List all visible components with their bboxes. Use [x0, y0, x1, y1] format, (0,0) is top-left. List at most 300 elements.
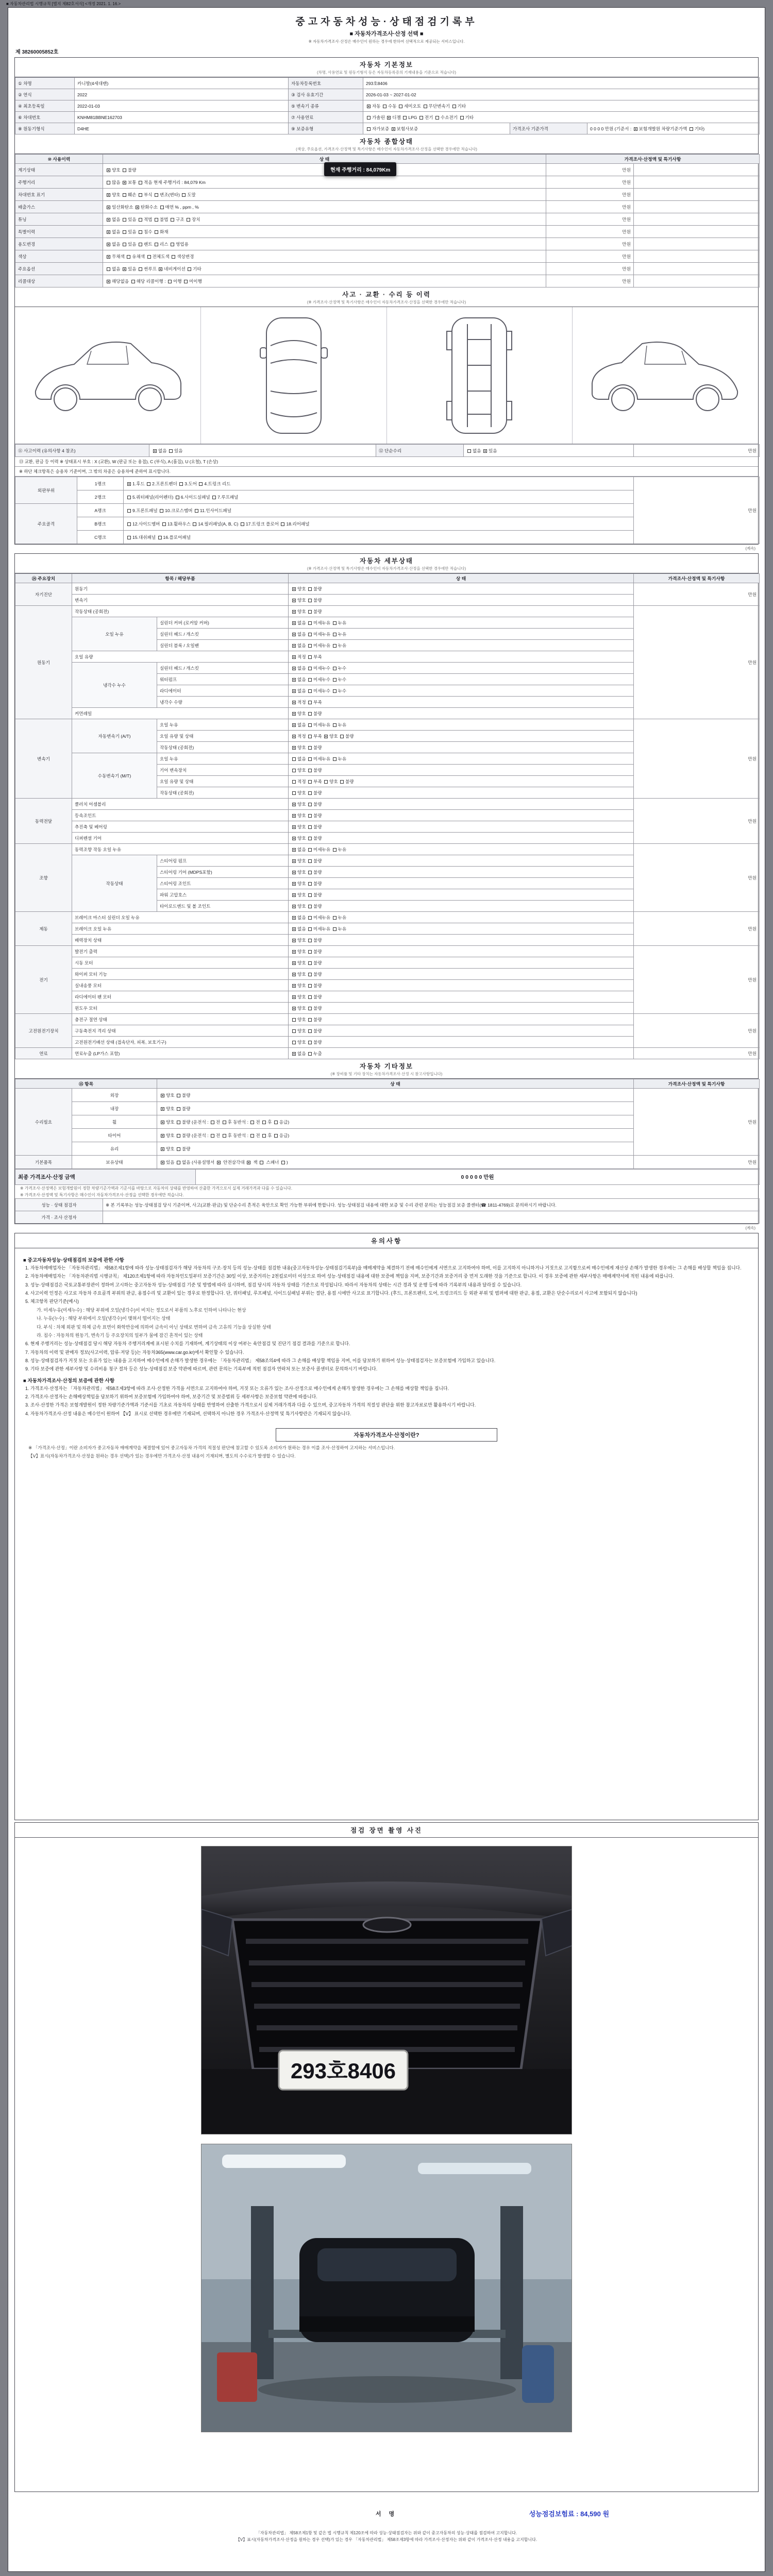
cell: 양호 불량 — [289, 867, 634, 878]
checkbox[interactable] — [308, 689, 312, 693]
checkbox[interactable] — [452, 105, 456, 108]
checkbox[interactable] — [223, 1121, 226, 1124]
column-header: ⑮ 항목 — [15, 1079, 157, 1089]
cell: 5.쿼터패널(리어펜더) 6.사이드실패널 7.루프패널 — [124, 490, 634, 504]
section-title: 자동차 세부상태 — [360, 557, 413, 565]
checkbox[interactable] — [292, 859, 296, 863]
checkbox[interactable] — [161, 1121, 164, 1124]
checkbox[interactable] — [177, 1147, 180, 1151]
checkbox[interactable] — [292, 1041, 296, 1044]
checkbox[interactable] — [123, 267, 126, 271]
checkbox[interactable] — [147, 255, 151, 259]
checkbox[interactable] — [195, 509, 198, 513]
checkbox[interactable] — [308, 1018, 312, 1022]
checkbox[interactable] — [467, 449, 471, 453]
cell: 성능 · 상태 점검자 — [15, 1199, 103, 1211]
column-header: 상 태 — [157, 1079, 634, 1089]
checkbox[interactable] — [308, 769, 312, 772]
checkbox[interactable] — [262, 1134, 266, 1138]
cell: 가격 · 조사 산정자 — [15, 1211, 103, 1224]
car-damage-diagrams — [15, 307, 758, 444]
checkbox[interactable] — [131, 280, 135, 283]
checkbox[interactable] — [292, 712, 296, 716]
checkbox[interactable] — [161, 1147, 164, 1151]
checkbox[interactable] — [155, 193, 158, 197]
checkbox[interactable] — [308, 803, 312, 806]
checkbox[interactable] — [177, 1107, 180, 1111]
checkbox[interactable] — [333, 667, 337, 670]
checkbox[interactable] — [160, 509, 163, 513]
table-row — [15, 946, 760, 957]
checkbox[interactable] — [308, 939, 312, 942]
checkbox[interactable] — [308, 723, 312, 727]
cell — [634, 238, 760, 250]
checkbox[interactable] — [308, 814, 312, 818]
cell: 냉각수 누수 — [72, 663, 157, 708]
checkbox[interactable] — [308, 610, 312, 614]
notice-item: 나. 누유(누수) : 해당 부위에서 오일(냉각수)이 맺혀서 떨어지는 상태 — [37, 1316, 171, 1321]
cell: 유리 — [72, 1142, 157, 1156]
checkbox[interactable] — [292, 769, 296, 772]
checkbox[interactable] — [399, 105, 402, 108]
checkbox[interactable] — [308, 1007, 312, 1010]
checkbox[interactable] — [161, 1134, 164, 1138]
checkbox[interactable] — [308, 1041, 312, 1044]
checkbox[interactable] — [308, 712, 312, 716]
checkbox[interactable] — [292, 984, 296, 988]
checkbox[interactable] — [127, 509, 131, 513]
cell: 오일 유량 및 상태 — [157, 776, 289, 787]
checkbox[interactable] — [333, 633, 337, 636]
section-caption: (차명, 사용연료 및 원동기형식 등은 자동차등록증의 기재내용을 기준으로 적습니다) — [316, 70, 457, 75]
checkbox[interactable] — [333, 757, 337, 761]
checkbox[interactable] — [292, 746, 296, 750]
checkbox[interactable] — [308, 995, 312, 999]
signature-area[interactable] — [14, 2500, 759, 2527]
checkbox[interactable] — [274, 1121, 278, 1124]
notice-item: 2. 가격조사·산정자는 손해배상책임을 담보하기 위하여 보증보험에 가입하여야 하며, 보증기간 및 보증범위 등 세부사항은 보증보험 약관에 따릅니다. — [25, 1394, 317, 1400]
checkbox[interactable] — [308, 950, 312, 954]
cell: ⑧ 원동기형식 — [15, 123, 75, 134]
checkbox[interactable] — [308, 746, 312, 750]
checkbox[interactable] — [333, 927, 337, 931]
checkbox[interactable] — [127, 482, 131, 486]
checkbox[interactable] — [308, 893, 312, 897]
checkbox[interactable] — [292, 587, 296, 591]
table-row — [15, 1211, 760, 1224]
table-row — [15, 574, 760, 583]
checkbox[interactable] — [308, 848, 312, 852]
cell: 윈도우 모터 — [72, 1003, 289, 1014]
checkbox[interactable] — [367, 105, 371, 108]
checkbox[interactable] — [127, 496, 131, 499]
rank-legend-symbols: ⑬ 교환, 판금 등 이력 ※ 상태표시 부호 : X (교환), W (판금 또는 용접), C (부식), A (흠집), U (요철), T (손상) — [15, 457, 758, 467]
checkbox[interactable] — [123, 181, 126, 184]
photo-front-view — [201, 1846, 572, 2134]
checkbox[interactable] — [292, 1052, 296, 1056]
checkbox[interactable] — [107, 206, 110, 209]
checkbox[interactable] — [123, 243, 126, 246]
table-row — [15, 189, 760, 201]
checkbox[interactable] — [308, 916, 312, 920]
checkbox[interactable] — [123, 230, 126, 234]
checkbox[interactable] — [177, 1121, 180, 1124]
checkbox[interactable] — [308, 587, 312, 591]
checkbox[interactable] — [333, 723, 337, 727]
cell: 와이퍼 모터 기능 — [72, 969, 289, 980]
checkbox[interactable] — [250, 1134, 254, 1138]
notice-item: 2. 자동차매매업자는 「자동차관리법 시행규칙」 제120조제1항에 따라 자동차인도일부터 보증기간은 30일 이상, 보증거리는 2천킬로미터 이상으로 하여 성능·상태점검 내용에 대한 보증에 책임을 지며, 보증기간과 보증거리 중 먼저 도래한 것을 기준으로 합니다. 이 경우 보증에 관한 세부사항은 매매계약서에 적힌 내용에 따릅니다. — [25, 1274, 674, 1279]
checkbox[interactable] — [367, 116, 371, 120]
checkbox[interactable] — [333, 848, 337, 852]
checkbox[interactable] — [292, 916, 296, 920]
checkbox[interactable] — [292, 689, 296, 693]
table-row — [15, 1199, 760, 1211]
checkbox[interactable] — [155, 243, 158, 246]
notice-section-head: ■ 중고자동차성능·상태점검의 보증에 관한 사항 — [23, 1258, 124, 1263]
table-row — [15, 1079, 760, 1089]
cell: 양호 불량 — [289, 1037, 634, 1048]
cell: 만원 — [634, 1014, 760, 1048]
section-caption: (색상, 주요옵션, 가격조사·산정액 및 특기사항은 매수인이 자동차가격조사·산정을 선택한 경우에만 적습니다) — [296, 147, 477, 151]
checkbox[interactable] — [292, 791, 296, 795]
cell: 실린더 헤드 / 개스킷 — [157, 663, 289, 674]
cell: 충전구 절연 상태 — [72, 1014, 289, 1025]
checkbox[interactable] — [107, 230, 110, 234]
cell: 15.대쉬패널 16.플로어패널 — [124, 531, 634, 544]
checkbox[interactable] — [292, 655, 296, 659]
checkbox[interactable] — [184, 280, 188, 283]
checkbox[interactable] — [155, 218, 158, 222]
remarks-table — [15, 1198, 760, 1224]
checkbox[interactable] — [324, 735, 328, 738]
checkbox[interactable] — [161, 1094, 164, 1097]
checkbox[interactable] — [387, 116, 391, 120]
checkbox[interactable] — [308, 780, 312, 784]
checkbox[interactable] — [127, 522, 131, 526]
checkbox[interactable] — [308, 927, 312, 931]
checkbox[interactable] — [308, 633, 312, 636]
checkbox[interactable] — [634, 127, 637, 131]
checkbox[interactable] — [107, 168, 110, 172]
cell: 기본품목 — [15, 1156, 72, 1169]
checkbox[interactable] — [107, 218, 110, 222]
checkbox[interactable] — [424, 105, 427, 108]
checkbox[interactable] — [127, 536, 131, 539]
cell: 오일 누유 — [72, 617, 157, 651]
checkbox[interactable] — [308, 825, 312, 829]
checkbox[interactable] — [136, 206, 139, 209]
checkbox[interactable] — [292, 995, 296, 999]
cell: 없음 있음 적법 불법 구조 장치 — [103, 213, 546, 226]
page-subtitle: ■ 자동차가격조사·산정 선택 ■ — [349, 31, 424, 37]
cell: 양호 불량 — [289, 855, 634, 867]
checkbox[interactable] — [292, 621, 296, 625]
checkbox[interactable] — [690, 127, 693, 131]
notice-item: 7. 자동차의 이력 및 판매자 정보(사고이력, 압류·저당 등)는 자동차365(www.car.go.kr)에서 확인할 수 있습니다. — [25, 1349, 244, 1355]
table-row — [15, 213, 760, 226]
section-title: 자동차 기타정보 — [360, 1063, 413, 1070]
checkbox[interactable] — [162, 522, 166, 526]
model-year-value: 2022 — [75, 89, 289, 100]
checkbox[interactable] — [392, 127, 395, 131]
checkbox[interactable] — [292, 961, 296, 965]
checkbox[interactable] — [250, 1121, 254, 1124]
checkbox[interactable] — [161, 1161, 164, 1164]
checkbox[interactable] — [292, 610, 296, 614]
checkbox[interactable] — [333, 916, 337, 920]
cell: 만원 — [634, 912, 760, 946]
checkbox[interactable] — [177, 1134, 180, 1138]
checkbox[interactable] — [292, 825, 296, 829]
checkbox[interactable] — [292, 939, 296, 942]
checkbox[interactable] — [333, 678, 337, 682]
checkbox[interactable] — [177, 1161, 180, 1164]
cell: 작동상태 — [72, 855, 157, 912]
checkbox[interactable] — [460, 116, 464, 120]
checkbox[interactable] — [308, 973, 312, 976]
checkbox[interactable] — [292, 757, 296, 761]
cell: 오일 유량 — [72, 651, 289, 663]
checkbox[interactable] — [274, 1134, 278, 1138]
checkbox[interactable] — [107, 280, 110, 283]
cell: 만원 — [546, 164, 634, 176]
checkbox[interactable] — [292, 780, 296, 784]
checkbox[interactable] — [147, 482, 150, 486]
checkbox[interactable] — [383, 105, 386, 108]
column-header: 가격조사·산정액 및 특기사항 — [634, 574, 760, 583]
checkbox[interactable] — [308, 882, 312, 886]
checkbox[interactable] — [308, 837, 312, 840]
cell: 라디에이터 팬 모터 — [72, 991, 289, 1003]
checkbox[interactable] — [324, 780, 328, 784]
checkbox[interactable] — [308, 735, 312, 738]
table-row — [15, 844, 760, 855]
checkbox[interactable] — [340, 735, 344, 738]
cell: 조향 — [15, 844, 72, 912]
checkbox[interactable] — [308, 871, 312, 874]
cell: 없음 있음 — [464, 445, 634, 457]
checkbox[interactable] — [211, 1134, 214, 1138]
checkbox[interactable] — [308, 859, 312, 863]
checkbox[interactable] — [179, 482, 183, 486]
checkbox[interactable] — [292, 848, 296, 852]
cell — [103, 1211, 760, 1224]
section-caption: (※ 가격조사·산정액 및 특기사항은 매수인이 자동차가격조사·산정을 선택한 경우에만 적습니다) — [307, 566, 466, 571]
checkbox[interactable] — [292, 723, 296, 727]
document-number: 제 38260005852호 — [15, 49, 59, 55]
checkbox[interactable] — [107, 243, 110, 246]
column-header: 가격조사·산정액 및 특기사항 — [546, 155, 760, 164]
document-sheet — [8, 7, 765, 2572]
checkbox[interactable] — [292, 803, 296, 806]
checkbox[interactable] — [292, 735, 296, 738]
section-title: 자동차 종합상태 — [360, 138, 413, 145]
checkbox[interactable] — [177, 1094, 180, 1097]
cell: 냉각수 수량 — [157, 697, 289, 708]
section-caption: (※ 장비품 및 기타 장치는 자동차가격조사·산정 시 참고사항입니다) — [330, 1072, 443, 1076]
checkbox[interactable] — [187, 218, 190, 222]
checkbox[interactable] — [260, 1161, 263, 1164]
checkbox[interactable] — [292, 871, 296, 874]
checkbox[interactable] — [247, 1161, 250, 1164]
cell: 양호 불량 — [289, 742, 634, 753]
cell: 브레이크 오일 누유 — [72, 923, 289, 935]
car-diagram-left-side — [15, 307, 201, 444]
checkbox[interactable] — [292, 837, 296, 840]
cell: 양호 불량 — [157, 1142, 634, 1156]
checkbox[interactable] — [176, 496, 179, 499]
cell: 스티어링 기어 (MDPS포함) — [157, 867, 289, 878]
cell: 만원 — [634, 583, 760, 606]
section-header-etc — [15, 1059, 758, 1079]
checkbox[interactable] — [223, 1134, 226, 1138]
checkbox[interactable] — [308, 644, 312, 648]
checkbox[interactable] — [292, 701, 296, 704]
checkbox[interactable] — [419, 116, 423, 120]
checkbox[interactable] — [403, 116, 407, 120]
checkbox[interactable] — [292, 950, 296, 954]
checkbox[interactable] — [169, 449, 173, 453]
checkbox[interactable] — [483, 449, 487, 453]
checkbox[interactable] — [292, 814, 296, 818]
checkbox[interactable] — [212, 496, 216, 499]
checkbox[interactable] — [139, 181, 142, 184]
checkbox[interactable] — [161, 1107, 164, 1111]
checkbox[interactable] — [107, 255, 110, 259]
checkbox[interactable] — [292, 973, 296, 976]
checkbox[interactable] — [182, 193, 186, 197]
checkbox[interactable] — [292, 927, 296, 931]
checkbox[interactable] — [308, 667, 312, 670]
checkbox[interactable] — [308, 1052, 312, 1056]
checkbox[interactable] — [308, 701, 312, 704]
cell — [634, 213, 760, 226]
final-price-label: 최종 가격조사·산정 금액 — [15, 1170, 196, 1185]
checkbox[interactable] — [139, 230, 142, 234]
checkbox[interactable] — [262, 1121, 266, 1124]
section-header-overall — [15, 134, 758, 154]
checkbox[interactable] — [292, 1007, 296, 1010]
checkbox[interactable] — [211, 1121, 214, 1124]
checkbox[interactable] — [281, 522, 284, 526]
section-caption: (※ 가격조사·산정액 및 특기사항은 매수인이 자동차가격조사·산정을 선택한 경우에만 적습니다) — [307, 300, 466, 304]
checkbox[interactable] — [281, 1161, 285, 1164]
checkbox[interactable] — [241, 522, 244, 526]
cell: 가솔린 디젤 LPG 전기 수소전기 기타 — [363, 112, 760, 123]
checkbox[interactable] — [188, 267, 191, 271]
table-row — [15, 123, 760, 134]
checkbox[interactable] — [107, 181, 110, 184]
checkbox[interactable] — [153, 449, 157, 453]
cell: 무채색 유채색 전체도색 색상변경 — [103, 250, 546, 263]
checkbox[interactable] — [340, 780, 344, 784]
checkbox[interactable] — [292, 678, 296, 682]
checkbox[interactable] — [308, 599, 312, 602]
checkbox[interactable] — [217, 1161, 221, 1164]
notice-item: 다. 부식 : 차체 외판 및 하체 금속 표면이 화학반응에 의하여 금속이 아닌 상태로 변하여 금속 고유의 기능을 상실한 상태 — [37, 1324, 271, 1330]
notice-item: 1. 자동차매매업자는 「자동차관리법」 제58조제1항에 따라 성능·상태점검자가 해당 자동차의 구조·장치 등의 성능·상태를 점검한 내용(중고자동차성능·상태점검기록부)을 매매계약을 체결하기 전에 매수인에게 서면으로 고지하여야 하며, 이를 고지하지 아니하거나 거짓으로 고지함으로써 매수인에게 재산상 손해가 발생한 경우에는 그 손해를 배상할 책임을 집니다. — [25, 1265, 742, 1270]
checkbox[interactable] — [171, 243, 174, 246]
checkbox[interactable] — [435, 116, 439, 120]
notice-title: 유의사항 — [15, 1233, 758, 1248]
checkbox[interactable] — [158, 536, 162, 539]
checkbox[interactable] — [292, 905, 296, 908]
cell: 용도변경 — [15, 238, 103, 250]
checkbox[interactable] — [308, 1029, 312, 1033]
checkbox[interactable] — [308, 905, 312, 908]
checkbox[interactable] — [123, 168, 126, 172]
car-lift-photo-illustration — [201, 2144, 572, 2432]
checkbox[interactable] — [292, 599, 296, 602]
cell: 리콜대상 — [15, 275, 103, 287]
checkbox[interactable] — [155, 230, 158, 234]
checkbox[interactable] — [107, 267, 110, 271]
cell: ⑦ 사용연료 — [289, 112, 363, 123]
cell: 양호 불량 — [289, 957, 634, 969]
checkbox[interactable] — [139, 267, 142, 271]
checkbox[interactable] — [160, 206, 164, 209]
cell: 연료 — [15, 1048, 72, 1059]
cell: 없음 미세누유 누유 — [289, 844, 634, 855]
checkbox[interactable] — [139, 193, 142, 197]
checkbox[interactable] — [171, 218, 174, 222]
section-box-photos — [14, 1822, 759, 2492]
checkbox[interactable] — [139, 218, 142, 222]
cell: 만원 — [546, 226, 634, 238]
checkbox[interactable] — [159, 267, 162, 271]
checkbox[interactable] — [292, 644, 296, 648]
checkbox[interactable] — [193, 522, 196, 526]
checkbox[interactable] — [292, 667, 296, 670]
checkbox[interactable] — [308, 678, 312, 682]
checkbox[interactable] — [123, 193, 126, 197]
checkbox[interactable] — [308, 655, 312, 659]
checkbox[interactable] — [333, 621, 337, 625]
cell: ⑨ 보증유형 — [289, 123, 363, 134]
checkbox[interactable] — [292, 1029, 296, 1033]
column-header: ⑭ 주요장치 — [15, 574, 72, 583]
checkbox[interactable] — [292, 1018, 296, 1022]
table-row — [15, 1156, 760, 1169]
car-side-view-icon — [25, 314, 190, 437]
cell: 양호 불량 — [289, 1014, 634, 1025]
checkbox[interactable] — [127, 255, 130, 259]
checkbox[interactable] — [168, 280, 172, 283]
checkbox[interactable] — [308, 757, 312, 761]
checkbox[interactable] — [292, 633, 296, 636]
checkbox[interactable] — [333, 689, 337, 693]
checkbox[interactable] — [139, 243, 142, 246]
checkbox[interactable] — [123, 218, 126, 222]
checkbox[interactable] — [292, 882, 296, 886]
checkbox[interactable] — [107, 193, 110, 197]
cell: 실린더 블록 / 오일팬 — [157, 640, 289, 651]
checkbox[interactable] — [308, 791, 312, 795]
cell: 양호 불량 — [289, 799, 634, 810]
cell — [634, 201, 760, 213]
checkbox[interactable] — [308, 621, 312, 625]
checkbox[interactable] — [333, 644, 337, 648]
checkbox[interactable] — [292, 893, 296, 897]
cell: 고전원전기장치 — [15, 1014, 72, 1048]
checkbox[interactable] — [367, 127, 371, 131]
checkbox[interactable] — [172, 255, 175, 259]
checkbox[interactable] — [308, 961, 312, 965]
cell: 원동기 — [72, 583, 289, 595]
checkbox[interactable] — [199, 482, 203, 486]
checkbox[interactable] — [308, 984, 312, 988]
